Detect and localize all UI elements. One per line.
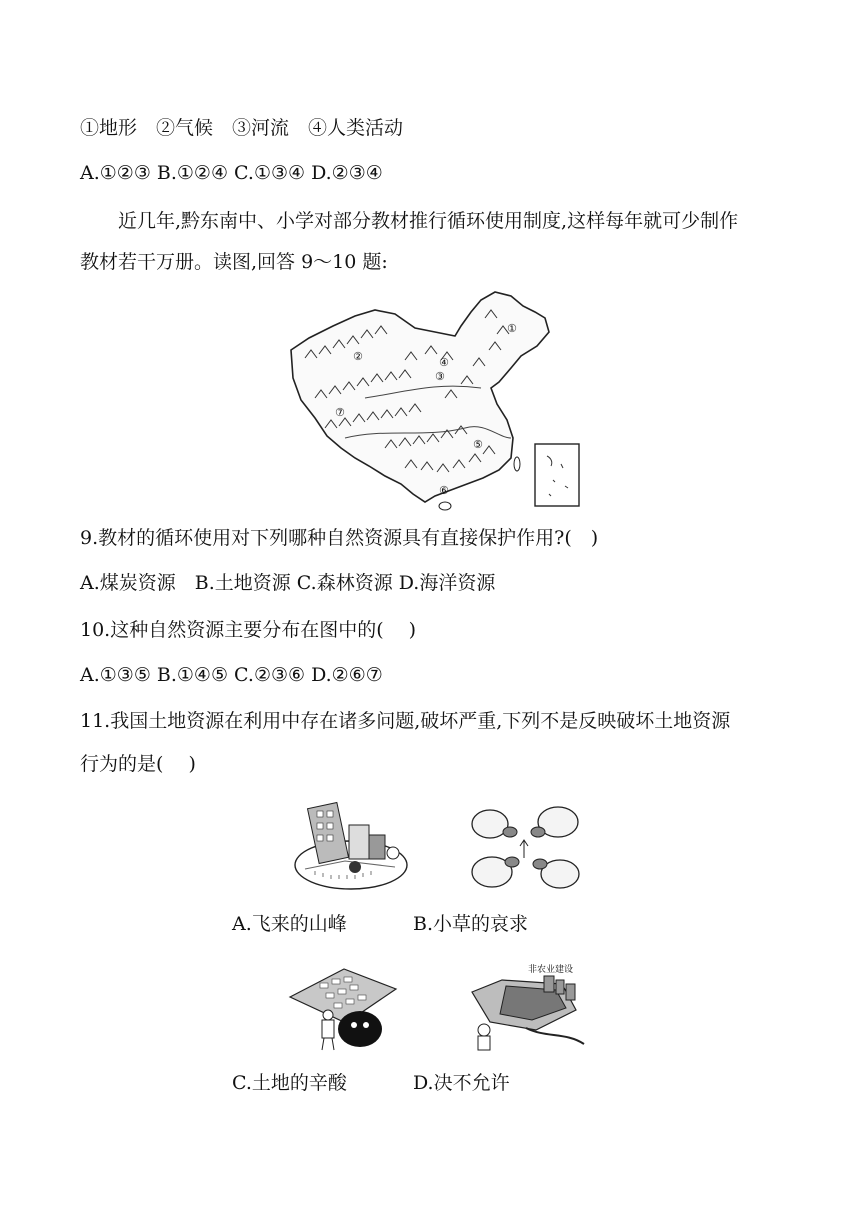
question-9-options: A.煤炭资源 B.土地资源 C.森林资源 D.海洋资源: [80, 572, 496, 594]
south-china-sea-inset: [535, 444, 579, 506]
question-10: 10.这种自然资源主要分布在图中的( ): [80, 619, 417, 641]
china-forest-map: [285, 288, 585, 513]
passage-line-1: 近几年,黔东南中、小学对部分教材推行循环使用制度,这样每年就可少制作: [118, 210, 739, 232]
map-marker-3: ③: [435, 370, 445, 383]
cartoon-a-caption: A.飞来的山峰: [232, 913, 347, 935]
taiwan-island: [514, 457, 520, 471]
map-marker-6: ⑥: [439, 484, 449, 497]
map-marker-1: ①: [507, 322, 517, 335]
cartoon-c-caption: C.土地的辛酸: [232, 1072, 347, 1094]
cartoon-d-caption: D.决不允许: [413, 1072, 510, 1094]
cartoon-d-sign: 非农业建设: [528, 965, 574, 975]
map-marker-4: ④: [439, 356, 449, 369]
passage-line-2: 教材若干万册。读图,回答 9～10 题:: [80, 251, 388, 273]
hainan-island: [439, 502, 451, 510]
map-marker-7: ⑦: [335, 406, 345, 419]
question-10-options: A.①③⑤ B.①④⑤ C.②③⑥ D.②⑥⑦: [80, 664, 383, 686]
map-marker-5: ⑤: [473, 438, 483, 451]
cartoon-b-image: [468, 798, 583, 896]
question-11-line-1: 11.我国土地资源在利用中存在诸多问题,破坏严重,下列不是反映破坏土地资源: [80, 710, 731, 732]
cartoon-a-image: [285, 795, 410, 895]
question-9: 9.教材的循环使用对下列哪种自然资源具有直接保护作用?( ): [80, 527, 599, 549]
question-11-line-2: 行为的是( ): [80, 753, 196, 775]
cartoon-b-caption: B.小草的哀求: [413, 913, 529, 935]
map-marker-2: ②: [353, 350, 363, 363]
cartoon-c-image: [280, 963, 400, 1055]
factors-line: ①地形 ②气候 ③河流 ④人类活动: [80, 117, 404, 139]
q8-options: A.①②③ B.①②④ C.①③④ D.②③④: [80, 162, 383, 184]
cartoon-d-image: [466, 958, 591, 1058]
